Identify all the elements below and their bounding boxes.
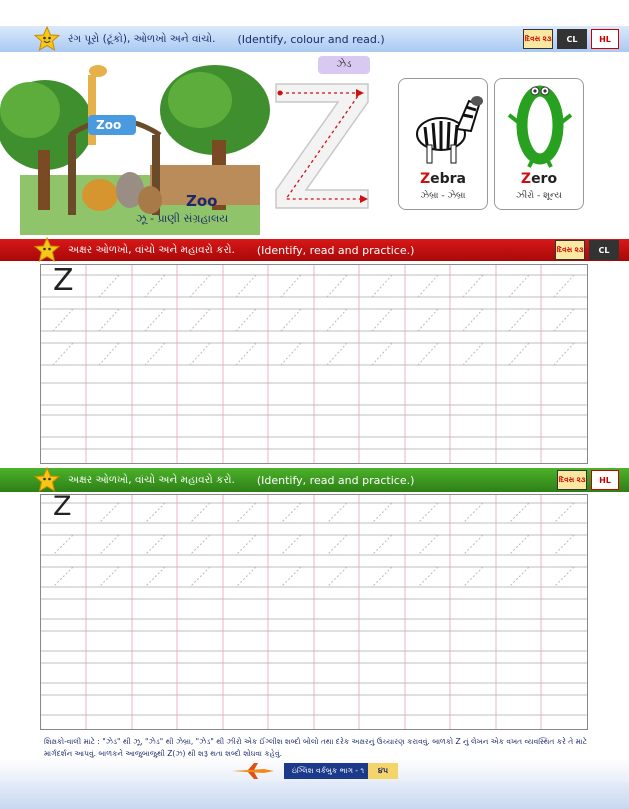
zebra-image <box>399 79 489 169</box>
cl-badge: CL <box>589 240 619 260</box>
practice-grid-lower <box>40 491 588 730</box>
cl-badge: CL <box>557 29 587 49</box>
hl-badge: HL <box>591 29 619 49</box>
bottom-band <box>0 782 629 809</box>
day-badge: દિવસ ૨૩ <box>523 29 553 49</box>
practice-lines-upper <box>41 265 587 463</box>
book-title: ઇંગ્લિશ વર્કબુક ભાગ - ૧ <box>284 763 372 779</box>
middle-instruction-banner <box>0 239 629 261</box>
page-number: ૪૫ <box>368 763 398 779</box>
zero-card <box>494 78 584 210</box>
lower-instruction-banner <box>0 468 629 492</box>
zebra-card <box>398 78 488 210</box>
zoo-word-text: Zoo <box>186 192 218 210</box>
day-badge: દિવસ ૨૩ <box>557 470 587 490</box>
model-letter-z: Z <box>53 263 74 298</box>
card-word: Zero <box>520 171 558 187</box>
card-gujarati: ઝેબ્રા - ઝેબ્રા <box>420 191 466 201</box>
teacher-note: શિક્ષકો-વાલી માટે : "ઝેડ" થી ઝૂ, "ઝેડ" થી ઝેબ્રા, "ઝેડ" થી ઝીરો એક ઈંગ્લીશ શબ્દો બોલો તથા દરેક અક્ષરનું ઉચ્ચારણ કરાવવું. બાળકો Z નું લેખન એક વખત વ્યવસ્થિત કરે તે માટે માર્ગદર્શન આપવું. બાળકને આજુબાજુથી Z(ઝ) થી શરૂ થતા શબ્દો શોધવા કહેવું. <box>44 737 588 758</box>
star-icon <box>34 467 60 493</box>
zero-image <box>495 79 585 169</box>
badge-group <box>557 470 619 490</box>
practice-grid-upper <box>40 264 588 464</box>
letter-name-tag: ઝેડ <box>318 56 370 74</box>
star-icon <box>34 237 60 263</box>
zoo-sign-text: Zoo <box>96 118 122 132</box>
zoo-illustration <box>0 55 270 235</box>
practice-lines-lower <box>41 495 587 729</box>
instruction-gujarati: અક્ષર ઓળખો, વાંચો અને મહાવરો કરો. <box>68 473 235 486</box>
instruction-gujarati: અક્ષર ઓળખો, વાંચો અને મહાવરો કરો. <box>68 243 235 256</box>
zoo-gujarati-caption: ઝૂ - પ્રાણી સંગ્રહાલય <box>136 212 229 225</box>
zoo-word <box>186 192 218 210</box>
card-word: Zebra <box>419 171 467 187</box>
day-badge: દિવસ ૨૩ <box>555 240 585 260</box>
instruction-english: (Identify, read and practice.) <box>256 243 415 257</box>
badge-group <box>523 29 619 49</box>
instruction-english: (Identify, read and practice.) <box>256 473 415 487</box>
instruction-gujarati: રંગ પૂરો (ટૂંકો), ઓળખો અને વાંચો. <box>68 32 216 45</box>
badge-group <box>555 240 619 260</box>
instruction-english: (Identify, colour and read.) <box>237 32 385 46</box>
hl-badge: HL <box>591 470 619 490</box>
card-gujarati: ઝીરો - શૂન્ય <box>516 191 562 201</box>
star-icon <box>34 26 60 52</box>
big-letter-z-trace <box>268 80 378 215</box>
airplane-icon <box>230 762 278 780</box>
model-letter-z: Z <box>53 491 72 522</box>
top-instruction-banner <box>0 26 629 52</box>
